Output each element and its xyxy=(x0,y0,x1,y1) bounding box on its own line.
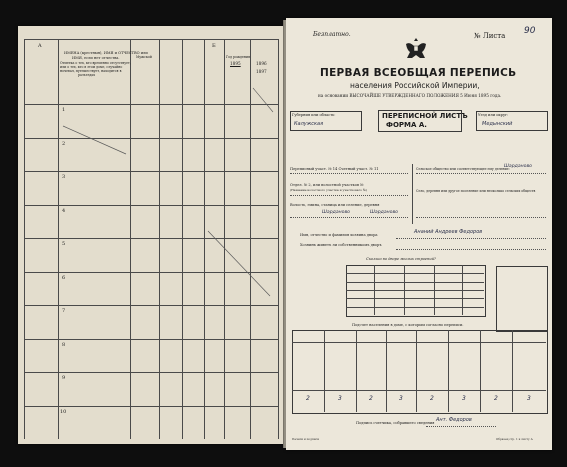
name-col-header-2: ИМЯ, если нет отчества. xyxy=(72,56,120,60)
census-decree: на основании ВЫСОЧАЙШЕ УТВЕРЖДЕННАГО ПОЛОЖЕНИЯ 5 Июня 1895 года. xyxy=(318,93,502,98)
summary-value: 3 xyxy=(338,395,342,402)
summary-col-rule xyxy=(416,330,417,412)
sheet-number-value: 90 xyxy=(524,26,536,36)
house-rule xyxy=(290,195,408,196)
right-page xyxy=(286,18,552,450)
signature-rule xyxy=(426,426,496,427)
province-box xyxy=(290,111,362,131)
society-rule xyxy=(416,173,546,174)
building-grid-row xyxy=(346,290,484,291)
footer-left: Печати и подписи xyxy=(292,437,320,441)
name-col-header-5: ночевал, путешествует, находится в xyxy=(60,69,122,73)
year-value-1895: 1895 xyxy=(230,61,241,66)
row-number: 6 xyxy=(62,274,66,281)
house-hint: (Название волостного участка и участковаго №) xyxy=(290,188,367,192)
county-label: Уезд или округ: xyxy=(478,113,509,117)
society-value: Шарданово xyxy=(504,164,532,169)
owner-name-rule xyxy=(396,238,546,239)
signature-value: Ант. Федоров xyxy=(436,417,472,423)
other-society-rule xyxy=(416,217,546,218)
other-society-label: Село, деревня или другое поселение или несколько сельских обществ xyxy=(416,189,536,193)
imperial-eagle-emblem xyxy=(404,36,428,62)
summary-col-rule xyxy=(448,330,449,412)
owner-extra-label: Хозяинъ живетъ ли собственникомъ дворъ xyxy=(300,243,382,247)
summary-col-rule xyxy=(386,330,387,412)
row-number: 1 xyxy=(62,107,66,113)
footer-right: Образец стр. 1 к листу А xyxy=(496,437,533,441)
summary-row-rule xyxy=(292,390,546,391)
summary-value: 2 xyxy=(369,395,373,402)
row-number: 3 xyxy=(62,174,66,180)
year-value-1897: 1897 xyxy=(256,69,267,74)
county-value: Медынский xyxy=(482,121,513,127)
province-label: Губерния или область: xyxy=(292,113,336,117)
district-rule xyxy=(290,173,408,174)
summary-col-rule xyxy=(324,330,325,412)
col-a-letter: A xyxy=(38,43,42,49)
block-divider xyxy=(412,164,413,224)
summary-value: 2 xyxy=(306,395,310,402)
summary-value: 2 xyxy=(494,395,498,402)
building-grid-row xyxy=(346,282,484,283)
village-line: Волость, гмина, станица или селение, деревня xyxy=(290,203,380,207)
summary-value: 2 xyxy=(430,395,434,402)
row-number: 5 xyxy=(62,241,66,247)
form-title: ПЕРЕПИСНОЙ ЛИСТЪ xyxy=(382,112,468,120)
signature-label: Подпись счетчика, собравшего сведения xyxy=(356,421,435,425)
summary-col-rule xyxy=(512,330,513,412)
county-box xyxy=(476,111,548,131)
row-number: 7 xyxy=(62,308,66,314)
census-subtitle: населения Российской Империи, xyxy=(350,81,480,90)
building-grid-col xyxy=(462,265,463,315)
building-grid-row xyxy=(346,307,484,308)
building-grid-row xyxy=(346,273,484,274)
summary-value: 3 xyxy=(399,395,403,402)
summary-value: 3 xyxy=(527,395,531,402)
summary-title: Подсчет населения в доме, с которым согласно переписи. xyxy=(352,323,464,327)
building-grid-row xyxy=(346,298,484,299)
year-col-header: Год рождения xyxy=(226,55,251,59)
name-col-header-3: Отметка о тех, кто временно отсутствует, xyxy=(60,61,131,65)
summary-col-rule xyxy=(480,330,481,412)
building-question: Сколько во дворе жилых строений? xyxy=(366,257,436,261)
house-line: Отдел. № 2, или волостной участков № xyxy=(290,183,364,187)
sex-col-header: Мужской xyxy=(136,55,152,59)
notes-box xyxy=(496,266,548,332)
form-box xyxy=(378,110,462,132)
owner-extra-rule xyxy=(396,249,546,250)
district-line: Переписный участ. № 14 Счетный участ. № 11 xyxy=(290,167,379,171)
society-label: Сельское общество или соответствующее ему деление: xyxy=(416,167,510,171)
row-number: 9 xyxy=(62,375,66,381)
summary-row-rule xyxy=(292,342,546,343)
year-value-1896: 1896 xyxy=(256,61,267,66)
name-col-header-4: или о тех, кто в этом доме, случайно xyxy=(60,65,123,69)
building-grid-col xyxy=(434,265,435,315)
row-number: 8 xyxy=(62,341,66,348)
left-page xyxy=(18,26,284,444)
form-name: ФОРМА А. xyxy=(386,121,427,129)
village-value: Шарданово xyxy=(322,210,350,215)
building-grid-col xyxy=(374,265,375,315)
summary-value: 3 xyxy=(462,395,466,402)
census-title: ПЕРВАЯ ВСЕОБЩАЯ ПЕРЕПИСЬ xyxy=(320,67,517,79)
owner-name-value: Ананий Андреев Федоров xyxy=(414,229,483,235)
col-b-letter: Б xyxy=(212,43,216,49)
name-col-header-1: ИМЕНА (крестныя), ИМЯ и ОТЧЕСТВО или xyxy=(64,51,148,55)
name-col-header-6: разъездах xyxy=(78,73,95,77)
sheet-number-label: № Листа xyxy=(474,32,506,40)
village-rule xyxy=(290,217,408,218)
summary-col-rule xyxy=(356,330,357,412)
owner-name-label: Имя, отчество и фамилия хозяина двора xyxy=(300,233,378,237)
row-number: 2 xyxy=(62,140,66,147)
province-value: Калужская xyxy=(294,121,324,127)
owner-place-value: Шарданово xyxy=(370,210,398,215)
row-number: 10 xyxy=(60,408,67,415)
free-note: Безплатно. xyxy=(313,31,351,38)
pencil-strokes xyxy=(18,26,284,444)
row-number: 4 xyxy=(62,207,66,214)
building-grid-col xyxy=(404,265,405,315)
